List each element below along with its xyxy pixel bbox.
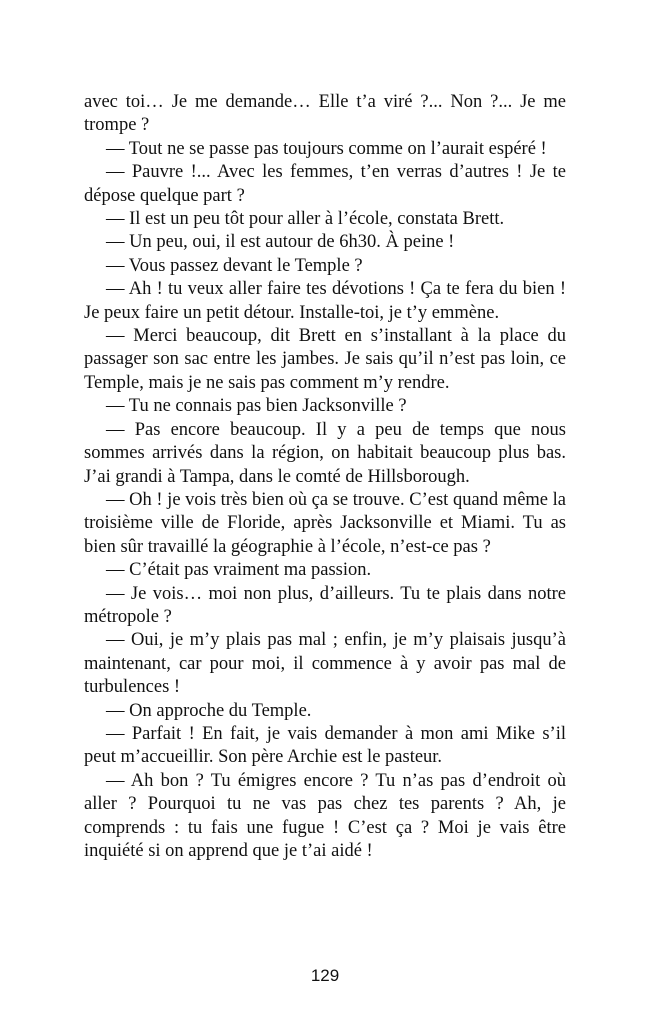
body-text bbox=[84, 91, 566, 863]
paragraph-continuation: avec toi… Je me demande… Elle t’a viré ?... Non ?... Je me trompe ? bbox=[84, 92, 566, 136]
dialogue-line: — Parfait ! En fait, je vais demander à mon ami Mike s’il peut m’accueillir. Son père Archie est le pasteur. bbox=[84, 723, 566, 768]
dialogue-line: — Oui, je m’y plais pas mal ; enfin, je m’y plaisais jusqu’à maintenant, car pour moi, il commence à y avoir pas mal de turbulences ! bbox=[84, 630, 566, 698]
dialogue-line: — Un peu, oui, il est autour de 6h30. À peine ! bbox=[106, 232, 455, 253]
dialogue-line: — Oh ! je vois très bien où ça se trouve. C’est quand même la troisième ville de Floride, après Jacksonville et Miami. Tu as bien sûr travaillé la géographie à l’école, n’est-ce pas ? bbox=[84, 489, 566, 557]
dialogue-line: — Ah bon ? Tu émigres encore ? Tu n’as pas d’endroit où aller ? Pourquoi tu ne vas pas chez tes parents ? Ah, je comprends : tu fais une fugue ! C’est ça ? Moi je vais être inquiété si on apprend que je t’ai aidé ! bbox=[84, 770, 566, 861]
dialogue-line: — Pauvre !... Avec les femmes, t’en verras d’autres ! Je te dépose quelque part ? bbox=[84, 162, 566, 206]
dialogue-line: — Ah ! tu veux aller faire tes dévotions ! Ça te fera du bien ! Je peux faire un petit détour. Installe-toi, je t’y emmène. bbox=[84, 279, 566, 323]
dialogue-line: — Merci beaucoup, dit Brett en s’installant à la place du passager son sac entre les jambes. Je sais qu’il n’est pas loin, ce Temple, mais je ne sais pas comment m’y rendre. bbox=[84, 326, 566, 393]
dialogue-line: — On approche du Temple. bbox=[106, 700, 312, 721]
page-number: 129 bbox=[310, 966, 340, 985]
dialogue-line: — Je vois… moi non plus, d’ailleurs. Tu te plais dans notre métropole ? bbox=[84, 583, 566, 627]
dialogue-line: — Pas encore beaucoup. Il y a peu de temps que nous sommes arrivés dans la région, on habitait beaucoup plus bas. J’ai grandi à Tampa, dans le comté de Hillsborough. bbox=[84, 419, 566, 487]
dialogue-line: — Tout ne se passe pas toujours comme on l’aurait espéré ! bbox=[106, 138, 547, 159]
dialogue-line: — Vous passez devant le Temple ? bbox=[106, 255, 363, 276]
dialogue-line: — Il est un peu tôt pour aller à l’école, constata Brett. bbox=[106, 209, 505, 230]
dialogue-line: — Tu ne connais pas bien Jacksonville ? bbox=[106, 396, 407, 417]
dialogue-line: — C’était pas vraiment ma passion. bbox=[106, 560, 372, 581]
